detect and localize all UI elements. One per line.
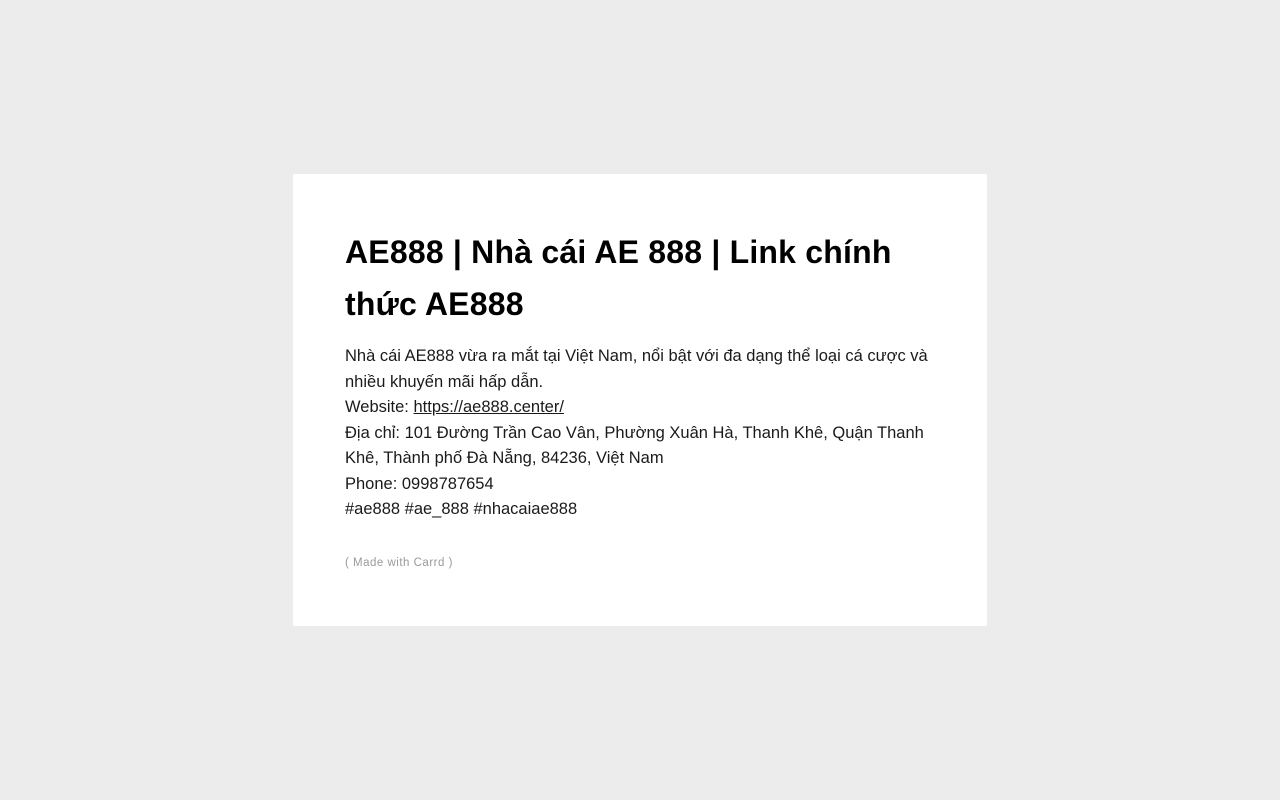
phone-text: Phone: 0998787654: [345, 474, 494, 493]
address-text: Địa chỉ: 101 Đường Trần Cao Vân, Phường Xuân Hà, Thanh Khê, Quận Thanh Khê, Thành phố Đà Nẵng, 84236, Việt Nam: [345, 423, 924, 468]
hashtags-text: #ae888 #ae_888 #nhacaiae888: [345, 500, 578, 519]
website-label: Website:: [345, 398, 414, 417]
page-title: AE888 | Nhà cái AE 888 | Link chính thức AE888: [345, 234, 892, 322]
description-block: [345, 344, 935, 523]
made-with-carrd-link[interactable]: ( Made with Carrd ): [345, 556, 453, 569]
description-text: Nhà cái AE888 vừa ra mắt tại Việt Nam, nổi bật với đa dạng thể loại cá cược và nhiều khuyến mãi hấp dẫn.: [345, 347, 928, 391]
website-link[interactable]: https://ae888.center/: [413, 398, 564, 417]
content-card: [293, 174, 987, 626]
